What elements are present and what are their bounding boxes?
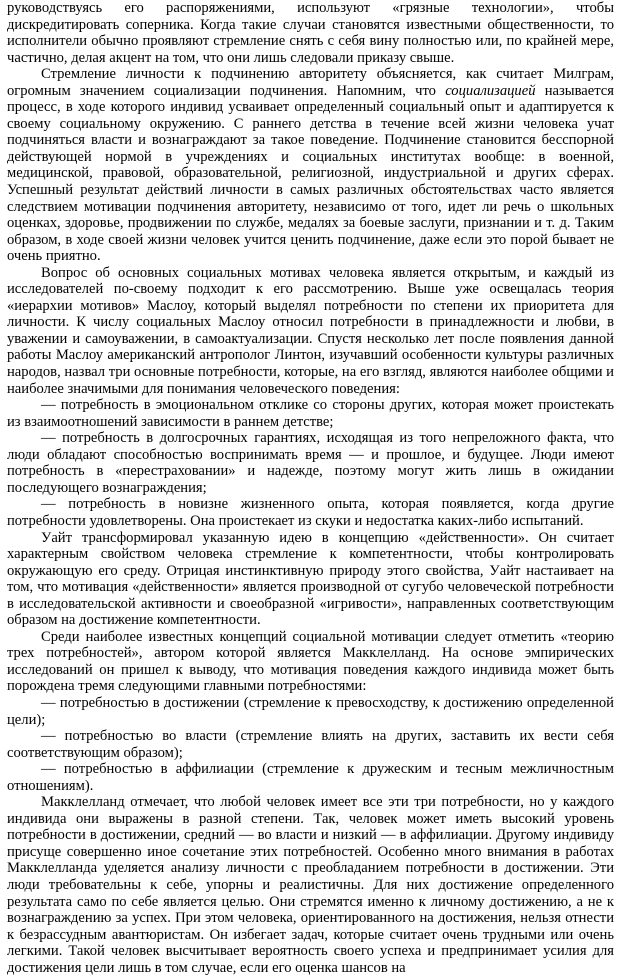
term-socialization: социализацией (445, 82, 536, 99)
list-item-mcclelland-3: — потребностью в аффилиации (стремление к дружеским и тесным межличностным отношениям). (7, 761, 614, 794)
list-item-mcclelland-2: — потребностью во власти (стремление влиять на других, заставить их вести себя соответствующим образом); (7, 728, 614, 761)
paragraph-white: Уайт трансформировал указанную идею в концепцию «действенности». Он считает характерным свойством человека стремление к компетентности, чтобы контролировать окружающую его среду. Отрицая инстинктивную природу этого свойства, Уайт настаивает на том, что мотивация «действенности» является производной от сугубо человеческой потребности в исследовательской активности и своеобразной «игривости», направленных соответствующим образом на достижение компетентности. (7, 529, 614, 629)
paragraph-1: руководствуясь его распоряжениями, используют «грязные технологии», чтобы дискредитировать соперника. Когда такие случаи становятся известными общественности, то исполнители обычно проявляют стремление снять с себя вину полностью или, по крайней мере, частично, делая акцент на том, что они лишь следовали приказу свыше. (7, 0, 614, 66)
list-item-linton-1: — потребность в эмоциональном отклике со стороны других, которая может проистекать из взаимоотношений зависимости в раннем детстве; (7, 397, 614, 430)
paragraph-3: Вопрос об основных социальных мотивах человека является открытым, и каждый из исследователей по-своему подходит к его рассмотрению. Выше уже освещалась теория «иерархии мотивов» Маслоу, который выделял потребности по степени их приоритета для личности. К числу социальных Маслоу относил потребности в принадлежности и любви, в уважении и самоуважении, в самоактуализации. Спустя несколько лет после появления данной работы Маслоу американский антрополог Линтон, изучавший особенности культуры различных народов, назвал три основные потребности, которые, на его взгляд, являются наиболее общими и наиболее значимыми для понимания человеческого поведения: (7, 264, 614, 397)
paragraph-mcclelland-intro: Среди наиболее известных концепций социальной мотивации следует отметить «теорию трех потребностей», автором которой является Макклелланд. На основе эмпирических исследований он пришел к выводу, что мотивация поведения каждого индивида может быть порождена тремя следующими главными потребностями: (7, 628, 614, 695)
paragraph-2 (7, 66, 614, 265)
list-item-mcclelland-1: — потребностью в достижении (стремление к превосходству, к достижению определенной цели); (7, 694, 614, 728)
paragraph-2-rest: называется процесс, в ходе которого индивид усваивает определенный социальный опыт и адаптируется к своему социальному окружению. С раннего детства в течение всей жизни человека учат подчиняться власти и вознаграждают за такое поведение. Подчинение становится бесспорной действующей нормой в учреждениях и социальных институтах вообще: в военной, медицинской, правовой, образовательной, религиозной, индустриальной и других сферах. Успешный результат действий личности в самых различных обстоятельствах часто является следствием мотивации подчинения авторитету, независимо от того, идет ли речь о школьных оценках, здоровье, продвижении по службе, медалях за боевые заслуги, признании и т. д. Таким образом, в ходе своей жизни человек учится ценить подчинение, даже если это порой бывает не очень приятно. (7, 82, 615, 265)
paragraph-mcclelland-analysis: Макклелланд отмечает, что любой человек имеет все эти три потребности, но у каждого индивида они выражены в разной степени. Так, человек может иметь высокий уровень потребности в достижении, средний — во власти и низкий — в аффилиации. Другому индивиду присуще совершенно иное сочетание этих потребностей. Особенно много внимания в работах Макклелланда уделяется анализу личности с преобладанием потребности в достижении. Эти люди требовательны к себе, упорны и реалистичны. Для них достижение определенного результата само по себе является целью. Они стремятся именно к личному достижению, а не к вознаграждению за успех. При этом человека, ориентированного на достижения, нельзя отнести к безрассудным авантюристам. Он избегает задач, которые считает очень трудными или очень легкими. Такой человек высчитывает вероятность своего успеха и предпринимает усилия для достижения цели лишь в том случае, если его оценка шансов на (7, 794, 614, 976)
paragraph-2-lead: Стремление личности к подчинению авторитету объясняется, как считает Милграм, огромным значением социализации подчинения. Напомним, что (7, 66, 614, 99)
list-item-linton-3: — потребность в новизне жизненного опыта, которая появляется, когда другие потребности удовлетворены. Она проистекает из скуки и недостатка каких-либо испытаний. (7, 496, 614, 529)
list-item-linton-2: — потребность в долгосрочных гарантиях, исходящая из того непреложного факта, что люди обладают способностью воспринимать время — и прошлое, и будущее. Люди имеют потребность в «перестраховании» и надежде, поэтому могут жить лишь в ожидании последующего вознаграждения; (7, 430, 614, 496)
